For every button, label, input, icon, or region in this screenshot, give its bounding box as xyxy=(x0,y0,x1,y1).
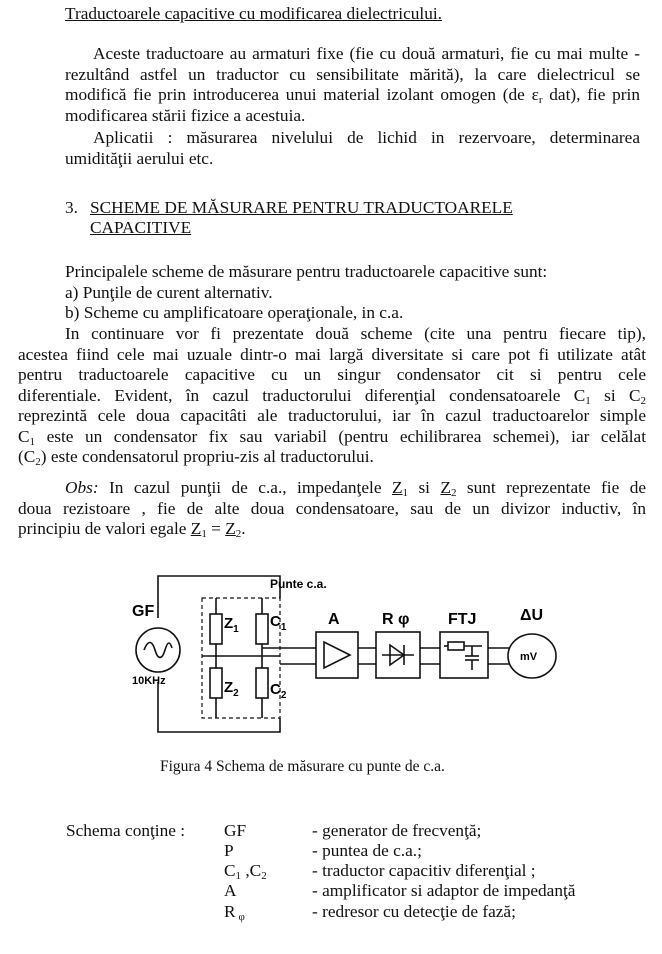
text-fragment: ) este condensatorul propriu-zis al traductorului. xyxy=(40,447,374,466)
subscript: 2 xyxy=(640,394,646,407)
text-line: rezultând astfel un traductor cu sensibilitate mărită), la care dielectricul se xyxy=(65,64,640,84)
subscript: 2 xyxy=(235,528,242,540)
z1-symbol: Z xyxy=(391,478,403,497)
section-number: 3. xyxy=(65,198,78,217)
paragraph-schemes xyxy=(65,262,640,324)
rectifier-label: R φ xyxy=(382,611,410,628)
generator-symbol xyxy=(136,628,180,672)
text-line: Principalele scheme de măsurare pentru traductoarele capacitive sunt: xyxy=(65,262,548,281)
delta-u-label: ΔU xyxy=(520,607,544,624)
text-line: In continuare vor fi prezentate două scheme (cite una pentru fiecare tip), xyxy=(65,324,646,343)
frequency-label: 10KHz xyxy=(132,675,166,687)
sine-wave xyxy=(144,643,172,658)
list-item: a) Punţile de curent alternativ. xyxy=(65,282,273,302)
obs-label: Obs: xyxy=(65,478,99,497)
text-fragment: C xyxy=(224,861,236,880)
legend-desc-gf: - generator de frecvenţă; xyxy=(312,821,482,840)
c2-element xyxy=(256,668,268,698)
legend-desc-p: - puntea de c.a.; xyxy=(312,841,422,860)
z1-label: $Z_1$ xyxy=(224,615,239,635)
subscript: 2 xyxy=(35,456,41,468)
text-fragment: sunt reprezentate fie de xyxy=(456,478,647,497)
subscript: 1 xyxy=(201,528,207,540)
subscript: 1 xyxy=(235,870,242,882)
legend-symbol-c xyxy=(224,861,267,881)
paragraph-continuation xyxy=(18,324,646,468)
text-line xyxy=(65,85,640,106)
text-fragment: R xyxy=(224,902,236,921)
text-line: doua rezistoare , fie de alte doua condensatoare, sau de un divizor inductiv, în xyxy=(18,498,646,518)
legend-desc-a: - amplificator si adaptor de impedanţă xyxy=(312,881,576,900)
gf-label: GF xyxy=(132,603,155,620)
paragraph-applications xyxy=(65,128,640,169)
text-line: Aplicatii : măsurarea nivelului de lichid in rezervoare, determinarea xyxy=(93,128,640,147)
text-line xyxy=(18,427,646,448)
section-title: SCHEME DE MĂSURARE PENTRU TRADUCTOARELE xyxy=(90,198,513,217)
legend-title: Schema conţine : xyxy=(66,821,186,840)
text-line: pentru traductoarele capacitive cu un singur condensator cit si pentru cele xyxy=(18,365,646,384)
text-fragment: diferentiale. Evident, în cazul traductorului diferenţial condensatoarele C xyxy=(18,385,586,405)
filter-block xyxy=(440,632,488,678)
amplifier-symbol xyxy=(324,642,350,668)
subscript: 2 xyxy=(450,487,457,499)
text-line: acestea fiind cele mai uzuale dintr-o mai largă diversitate si care pot fi utilizate atât xyxy=(18,344,646,364)
text-line xyxy=(18,478,646,499)
text-line xyxy=(18,447,646,468)
paragraph-dielectric xyxy=(65,44,640,126)
text-fragment: In cazul punţii de c.a., impedanţele xyxy=(98,478,392,497)
subscript: r xyxy=(538,94,543,106)
text-line: modificarea stării fizice a acestuia. xyxy=(65,105,306,125)
subscript: φ xyxy=(238,911,245,923)
z1-element xyxy=(210,614,222,644)
legend-symbol-r xyxy=(224,902,245,922)
filter-resistor xyxy=(448,642,464,650)
text-fragment: si C xyxy=(590,385,641,405)
legend-symbol-p: P xyxy=(224,841,234,860)
text-line: Aceste traductoare au armaturi fixe (fie cu două armaturi, fie cu mai multe - xyxy=(93,44,640,63)
legend-desc-r: - redresor cu detecţie de fază; xyxy=(312,902,516,921)
z1-symbol: Z xyxy=(190,519,202,538)
bridge-measurement-diagram xyxy=(110,572,580,742)
text-fragment: C xyxy=(18,426,30,446)
paragraph-obs xyxy=(18,478,646,540)
legend-symbol-gf: GF xyxy=(224,821,247,840)
text-fragment: dat), fie prin xyxy=(542,85,640,104)
bridge-label: Punte c.a. xyxy=(270,577,327,591)
c2-label: $C_2$ xyxy=(270,681,287,701)
text-fragment: = xyxy=(206,519,226,538)
text-line xyxy=(18,386,646,407)
amplifier-label: A xyxy=(328,611,340,628)
z2-label: $Z_2$ xyxy=(224,679,239,699)
section-title-cont: CAPACITIVE xyxy=(90,218,192,237)
text-line: umidităţii aerului etc. xyxy=(65,148,214,168)
subscript: 1 xyxy=(585,394,591,407)
c1-element xyxy=(256,614,268,644)
z2-symbol: Z xyxy=(225,519,236,538)
z2-element xyxy=(210,668,222,698)
text-fragment: . xyxy=(241,519,246,538)
subsection-heading: Traductoarele capacitive cu modificarea dielectricului. xyxy=(65,4,442,23)
legend-symbol-a: A xyxy=(224,881,237,900)
voltmeter-unit: mV xyxy=(520,651,538,663)
list-item: b) Scheme cu amplificatoare operaţionale, in c.a. xyxy=(65,303,404,322)
text-fragment: , xyxy=(241,861,250,880)
text-fragment: este un condensator fix sau variabil (pentru echilibrarea schemei), iar celălat xyxy=(35,426,646,446)
filter-label: FTJ xyxy=(448,611,477,628)
z2-symbol: Z xyxy=(440,478,451,497)
text-fragment: modifică fie prin introducerea unui material izolant omogen (de ε xyxy=(65,85,539,104)
text-fragment: principiu de valori egale xyxy=(18,519,191,538)
subscript: 1 xyxy=(402,487,408,499)
text-fragment: (C xyxy=(18,447,36,466)
c1-label: $C_1$ xyxy=(270,613,287,633)
figure-caption: Figura 4 Schema de măsurare cu punte de c.a. xyxy=(160,758,445,775)
text-line: reprezintă cele doua capacitâti ale traductorului, iar în cazul traductoarelor simple xyxy=(18,406,646,425)
text-fragment: si xyxy=(408,478,441,497)
legend-desc-c: - traductor capacitiv diferenţial ; xyxy=(312,861,536,880)
text-line xyxy=(18,519,646,540)
subscript: 2 xyxy=(261,870,267,882)
subscript: 1 xyxy=(29,435,36,448)
text-fragment: C xyxy=(249,861,262,880)
